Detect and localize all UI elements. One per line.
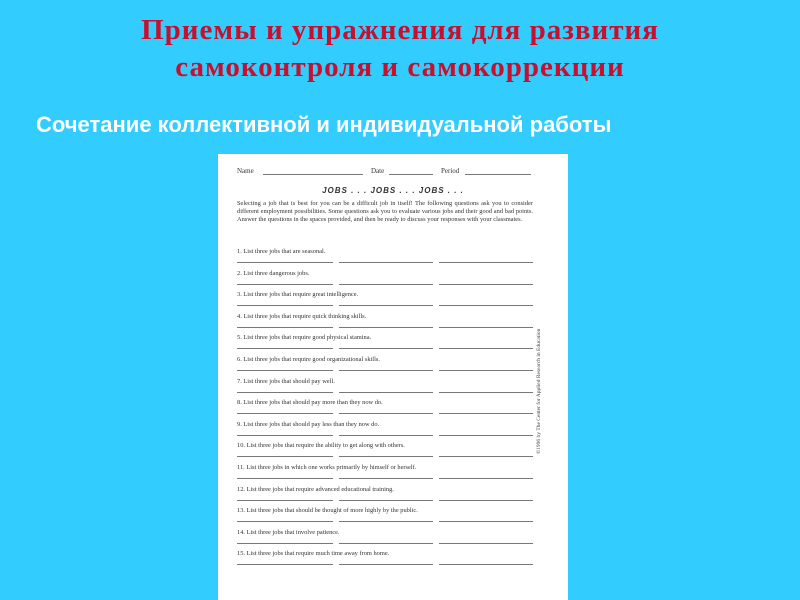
answer-line[interactable] [439,327,533,328]
answer-line[interactable] [339,348,433,349]
date-label: Date [371,167,385,175]
answer-line[interactable] [439,305,533,306]
copyright-note: ©1996 by The Center for Applied Research in Education [536,328,542,454]
question-text: 1. List three jobs that are seasonal. [237,248,326,255]
answer-line[interactable] [339,478,433,479]
question-item [237,378,537,400]
question-item [237,356,537,378]
answer-line[interactable] [439,521,533,522]
question-item [237,248,537,270]
question-text: 11. List three jobs in which one works primarily by himself or herself. [237,464,417,471]
slide-title-line-1: Приемы и упражнения для развития [141,14,659,46]
question-text: 7. List three jobs that should pay well. [237,377,335,385]
question-item [237,313,537,335]
answer-line[interactable] [339,564,433,565]
question-text: 10. List three jobs that require the ability to get along with others. [237,442,405,450]
answer-line[interactable] [339,435,433,436]
question-item [237,291,537,313]
answer-line[interactable] [237,478,333,479]
answer-line[interactable] [339,284,433,285]
answer-line[interactable] [237,543,333,544]
answer-line[interactable] [339,392,433,393]
answer-line[interactable] [237,500,333,501]
answer-line[interactable] [237,413,333,414]
worksheet-title: JOBS . . . JOBS . . . JOBS . . . [322,186,464,195]
question-item [237,507,537,529]
answer-line[interactable] [439,543,533,544]
answer-line[interactable] [339,500,433,501]
answer-line[interactable] [237,284,333,285]
question-item [237,550,537,572]
question-item [237,486,537,508]
answer-line[interactable] [237,348,333,349]
answer-line[interactable] [237,564,333,565]
question-text: 9. List three jobs that should pay less than they now do. [237,420,380,428]
slide-subtitle: Сочетание коллективной и индивидуальной работы [36,112,612,137]
question-text: 6. List three jobs that require good organizational skills. [237,356,380,363]
name-label: Name [237,167,254,175]
slide-title [0,12,800,86]
answer-line[interactable] [439,413,533,414]
answer-line[interactable] [339,521,433,522]
answer-line[interactable] [439,284,533,285]
slide-title-line-2: самоконтроля и самокоррекции [175,51,625,83]
answer-line[interactable] [237,521,333,522]
answer-line[interactable] [439,564,533,565]
answer-line[interactable] [339,456,433,457]
answer-line[interactable] [339,262,433,263]
question-text: 3. List three jobs that require great intelligence. [237,291,359,299]
question-item [237,442,537,464]
answer-line[interactable] [439,456,533,457]
question-item [237,334,537,356]
period-line [465,174,531,175]
question-text: 14. List three jobs that involve patience. [237,528,340,536]
answer-line[interactable] [237,327,333,328]
answer-line[interactable] [339,370,433,371]
answer-line[interactable] [339,327,433,328]
answer-line[interactable] [237,262,333,263]
answer-line[interactable] [339,543,433,544]
worksheet-intro: Selecting a job that is best for you can be a difficult job in itself! The following questions ask you to consider different employment possibilities. Some questions ask you to evaluate various jobs and their good and bad points. Answer the questions in the spaces provided, and then be ready to discuss your responses with your classmates. [237,200,533,223]
answer-line[interactable] [439,262,533,263]
answer-line[interactable] [439,500,533,501]
question-text: 4. List three jobs that require quick thinking skills. [237,312,367,320]
answer-line[interactable] [439,370,533,371]
period-label: Period [441,167,460,175]
question-item [237,421,537,443]
answer-line[interactable] [237,435,333,436]
date-line [389,174,433,175]
answer-line[interactable] [237,305,333,306]
question-item [237,529,537,551]
answer-line[interactable] [237,456,333,457]
question-text: 8. List three jobs that should pay more than they now do. [237,399,383,407]
question-text: 5. List three jobs that require good physical stamina. [237,334,372,342]
question-item [237,399,537,421]
answer-line[interactable] [439,435,533,436]
answer-line[interactable] [339,305,433,306]
answer-line[interactable] [237,370,333,371]
answer-line[interactable] [439,478,533,479]
question-text: 2. List three dangerous jobs. [237,269,310,277]
question-text: 12. List three jobs that require advanced educational training. [237,485,394,493]
name-line [263,174,363,175]
answer-line[interactable] [439,392,533,393]
answer-line[interactable] [339,413,433,414]
question-text: 15. List three jobs that require much time away from home. [237,550,390,558]
question-text: 13. List three jobs that should be thought of more highly by the public. [237,507,418,515]
worksheet-image [218,154,568,600]
answer-line[interactable] [237,392,333,393]
answer-line[interactable] [439,348,533,349]
question-item [237,270,537,292]
question-item [237,464,537,486]
